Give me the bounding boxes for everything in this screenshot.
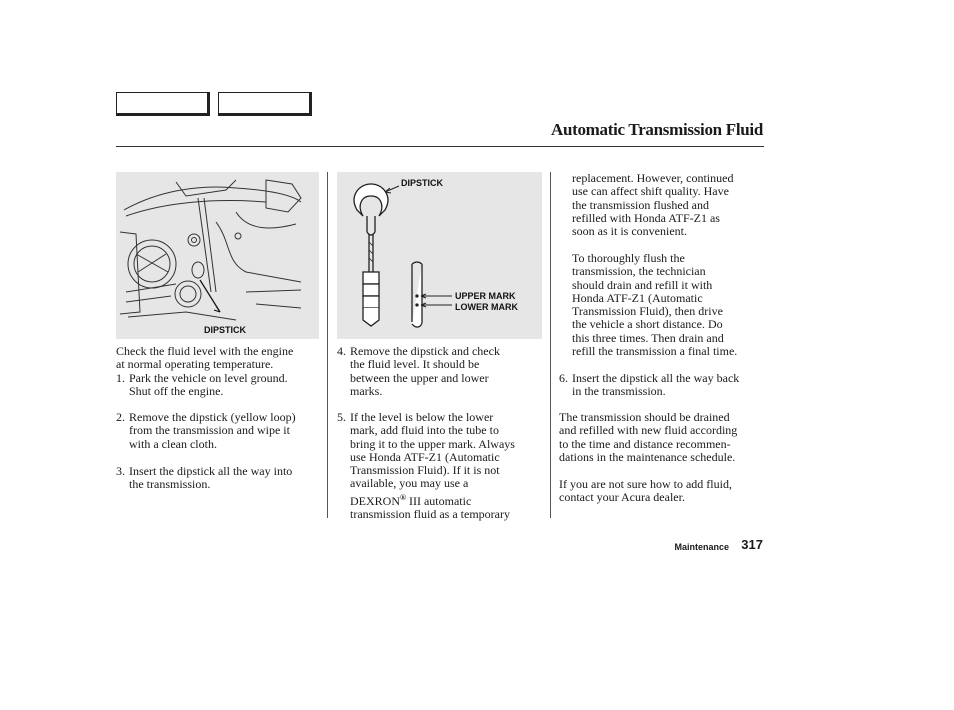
paragraph-line: use can affect shift quality. Have [572, 184, 729, 199]
dipstick-label: DIPSTICK [401, 178, 444, 188]
engine-bay-illustration [116, 172, 319, 339]
intro-paragraph [116, 345, 326, 372]
paragraph-line: soon as it is convenient. [572, 224, 687, 239]
dexron-word: DEXRON [350, 493, 400, 508]
title-rule [116, 146, 764, 147]
paragraph-line: and refilled with new fluid according [559, 423, 738, 438]
paragraph-line: To thoroughly flush the [572, 251, 685, 265]
paragraph-line: refill the transmission a final time. [572, 344, 738, 359]
paragraph-line: refilled with Honda ATF-Z1 as [572, 210, 720, 225]
step-number: 3. [116, 464, 125, 478]
dealer-paragraph [559, 478, 764, 505]
dexron-line [350, 491, 515, 508]
step-line: in the transmission. [572, 384, 666, 399]
nav-button-main-menu[interactable] [116, 92, 210, 116]
page-title: Automatic Transmission Fluid [550, 120, 763, 139]
replacement-paragraph [572, 172, 764, 238]
step-line: Shut off the engine. [129, 384, 224, 399]
step-line: Park the vehicle on level ground. [129, 371, 288, 385]
paragraph-line: Honda ATF-Z1 (Automatic [572, 290, 703, 305]
dipstick-illustration [337, 172, 542, 339]
step-line: mark, add fluid into the tube to [350, 423, 499, 438]
nav-button-table-of-contents[interactable] [218, 92, 312, 116]
flush-paragraph [572, 252, 764, 358]
step-line: the fluid level. It should be [350, 357, 480, 372]
upper-mark-label: UPPER MARK [455, 291, 516, 301]
paragraph-line: to the time and distance recommen- [559, 436, 731, 451]
page-number: 317 [741, 537, 763, 552]
paragraph-line: this three times. Then drain and [572, 330, 724, 345]
step-line: transmission fluid as a temporary [350, 507, 510, 522]
step-line: between the upper and lower [350, 370, 489, 385]
paragraph-line: If you are not sure how to add fluid, [559, 477, 732, 491]
lower-mark-label: LOWER MARK [455, 302, 518, 312]
step-number: 2. [116, 410, 125, 424]
registered-mark: ® [400, 492, 406, 502]
step-line: Remove the dipstick and check [350, 344, 500, 358]
section-label: Maintenance [674, 542, 729, 552]
column-divider-1 [327, 172, 328, 518]
paragraph-line: should drain and refill it with [572, 277, 713, 292]
step-line: the transmission. [129, 477, 211, 492]
step-number: 1. [116, 371, 125, 385]
engine-bay-drawing [116, 172, 319, 339]
step-number: 6. [559, 371, 568, 385]
step-line: use Honda ATF-Z1 (Automatic [350, 449, 500, 464]
step-line: Transmission Fluid). If it is not [350, 463, 500, 478]
paragraph-line: contact your Acura dealer. [559, 490, 685, 505]
step-number: 5. [337, 410, 346, 424]
drain-paragraph [559, 411, 764, 464]
step-line: Insert the dipstick all the way into [129, 464, 293, 478]
step-line: If the level is below the lower [350, 410, 494, 424]
step-line: marks. [350, 383, 383, 398]
step-line: bring it to the upper mark. Always [350, 436, 515, 451]
dexron-rest: III automatic [405, 493, 472, 508]
step-line: with a clean cloth. [129, 436, 217, 451]
paragraph-line: replacement. However, continued [572, 171, 734, 185]
step-line: Insert the dipstick all the way back [572, 371, 740, 385]
paragraph-line: The transmission should be drained [559, 410, 730, 424]
paragraph-line: transmission, the technician [572, 264, 706, 279]
paragraph-line: Transmission Fluid), then drive [572, 304, 723, 319]
step-line: from the transmission and wipe it [129, 423, 290, 438]
dipstick-drawing [337, 172, 542, 339]
intro-line: Check the fluid level with the engine [116, 344, 294, 358]
engine-dipstick-label: DIPSTICK [204, 325, 247, 335]
step-line: available, you may use a [350, 476, 469, 491]
paragraph-line: the transmission flushed and [572, 197, 709, 212]
column-divider-2 [550, 172, 551, 518]
intro-line: at normal operating temperature. [116, 357, 274, 372]
step-number: 4. [337, 344, 346, 358]
paragraph-line: the vehicle a short distance. Do [572, 317, 723, 332]
step-line: Remove the dipstick (yellow loop) [129, 410, 296, 424]
paragraph-line: dations in the maintenance schedule. [559, 449, 736, 464]
